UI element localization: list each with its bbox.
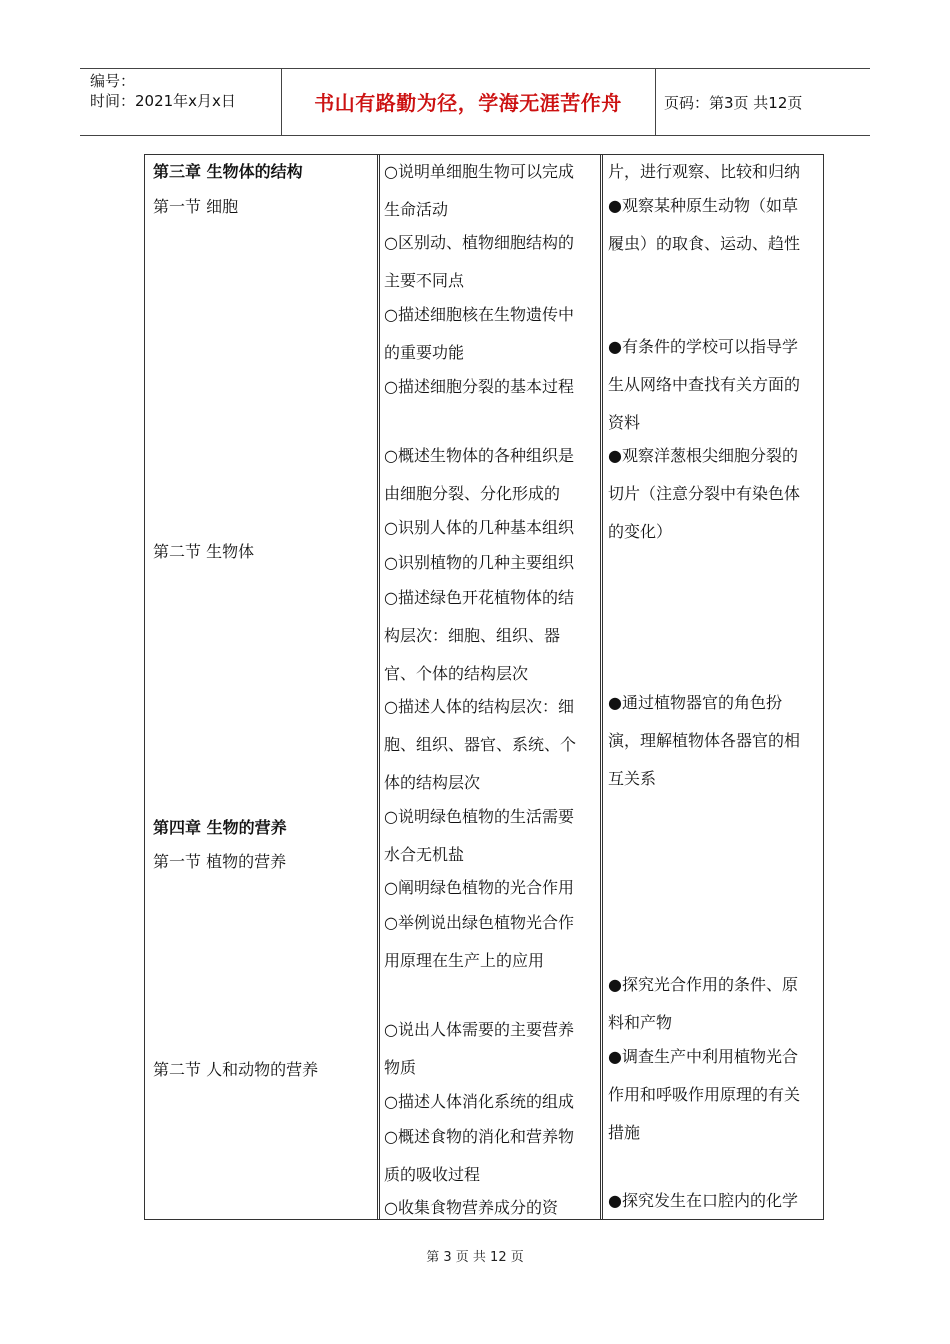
objective-line: ○描述细胞分裂的基本过程 (384, 377, 574, 396)
objective-line: ○描述绿色开花植物体的结 (384, 588, 574, 607)
activity-line: 作用和呼吸作用原理的有关 (608, 1085, 801, 1104)
objective-line: ○区别动、植物细胞结构的 (384, 233, 574, 252)
section-human-animal-nutrition: 第二节 人和动物的营养 (153, 1060, 319, 1079)
objective-line: 用原理在生产上的应用 (384, 951, 545, 970)
activity-line: 措施 (608, 1123, 641, 1142)
activity-line: ●通过植物器官的角色扮 (608, 693, 782, 712)
objective-line: ○概述生物体的各种组织是 (384, 446, 574, 465)
section-organism: 第二节 生物体 (153, 542, 255, 561)
activity-line: 互关系 (608, 769, 657, 788)
activity-line: 资料 (608, 413, 641, 432)
objective-line: 胞、组织、器官、系统、个 (384, 735, 577, 754)
objective-line: ○收集食物营养成分的资 (384, 1198, 558, 1217)
chapter-4-title: 第四章 生物的营养 (153, 818, 287, 837)
activity-line: 生从网络中查找有关方面的 (608, 375, 801, 394)
activity-line: 履虫）的取食、运动、趋性 (608, 234, 801, 253)
objective-line: 生命活动 (384, 200, 449, 219)
header-time-label: 时间：2021年x月x日 (90, 92, 236, 110)
objective-line: ○举例说出绿色植物光合作 (384, 913, 574, 932)
objective-line: ○说出人体需要的主要营养 (384, 1020, 574, 1039)
activity-line: ●观察某种原生动物（如草 (608, 196, 798, 215)
objective-line: ○识别人体的几种基本组织 (384, 518, 574, 537)
activity-line: ●有条件的学校可以指导学 (608, 337, 798, 356)
chapter-3-title: 第三章 生物体的结构 (153, 162, 303, 181)
page-footer: 第 3 页 共 12 页 (426, 1250, 524, 1265)
header-divider-right (655, 68, 656, 135)
activity-line: ●调查生产中利用植物光合 (608, 1047, 798, 1066)
objective-line: 质的吸收过程 (384, 1165, 481, 1184)
objective-line: 由细胞分裂、分化形成的 (384, 484, 561, 503)
header-bottom-rule (80, 135, 870, 136)
header-motto: 书山有路勤为径，学海无涯苦作舟 (314, 91, 622, 115)
objective-line: ○说明单细胞生物可以完成 (384, 162, 574, 181)
objective-line: ○描述人体的结构层次：细 (384, 697, 574, 716)
objective-line: ○阐明绿色植物的光合作用 (384, 878, 574, 897)
activity-line: ●观察洋葱根尖细胞分裂的 (608, 446, 798, 465)
objective-line: 水合无机盐 (384, 845, 465, 864)
activity-line: ●探究光合作用的条件、原 (608, 975, 798, 994)
objective-line: ○说明绿色植物的生活需要 (384, 807, 574, 826)
objective-line: ○描述细胞核在生物遗传中 (384, 305, 574, 324)
table-column-divider-2 (600, 155, 603, 1219)
header-number-label: 编号： (90, 72, 136, 90)
activity-line: 片，进行观察、比较和归纳 (608, 162, 801, 181)
objective-line: 构层次：细胞、组织、器 (384, 626, 561, 645)
objective-line: 官、个体的结构层次 (384, 664, 529, 683)
activity-line: ●探究发生在口腔内的化学 (608, 1191, 798, 1210)
header-page-info: 页码：第3页 共12页 (664, 94, 803, 112)
objective-line: ○描述人体消化系统的组成 (384, 1092, 574, 1111)
objective-line: 体的结构层次 (384, 773, 481, 792)
objective-line: ○识别植物的几种主要组织 (384, 553, 574, 572)
objective-line: 物质 (384, 1058, 417, 1077)
table-column-divider-1 (377, 155, 380, 1219)
objective-line: 的重要功能 (384, 343, 465, 362)
activity-line: 切片（注意分裂中有染色体 (608, 484, 801, 503)
objective-line: 主要不同点 (384, 271, 465, 290)
activity-line: 演，理解植物体各器官的相 (608, 731, 801, 750)
activity-line: 的变化） (608, 522, 673, 541)
section-plant-nutrition: 第一节 植物的营养 (153, 852, 287, 871)
objective-line: ○概述食物的消化和营养物 (384, 1127, 574, 1146)
activity-line: 料和产物 (608, 1013, 673, 1032)
section-cell: 第一节 细胞 (153, 197, 239, 216)
